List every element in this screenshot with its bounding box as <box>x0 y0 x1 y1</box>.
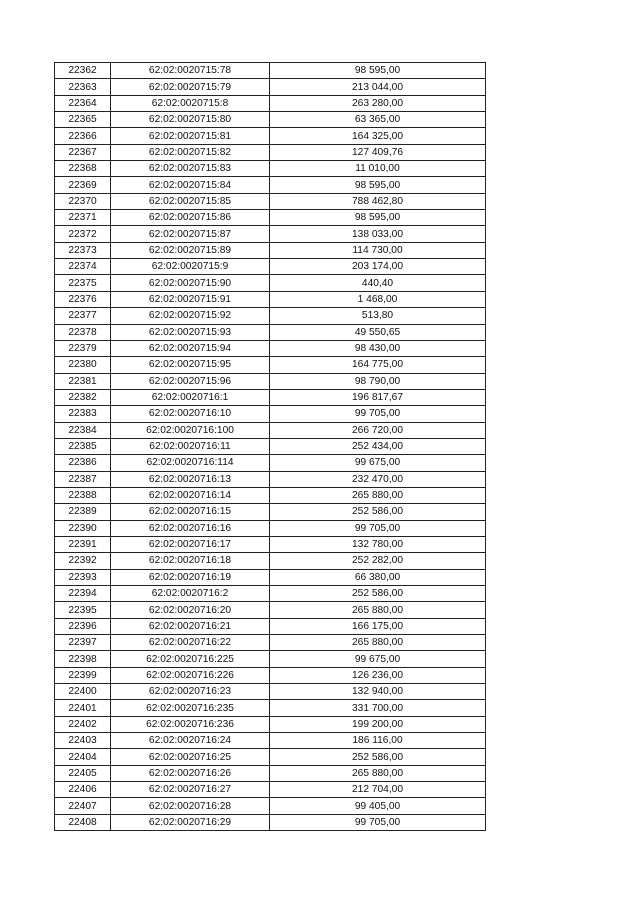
row-number-cell: 22371 <box>55 210 111 226</box>
cadastral-number-cell: 62:02:0020716:28 <box>111 798 270 814</box>
cadastral-number-cell: 62:02:0020716:17 <box>111 536 270 552</box>
row-number-cell: 22408 <box>55 814 111 830</box>
table-row <box>55 373 486 389</box>
value-cell: 99 705,00 <box>270 406 486 422</box>
row-number-cell: 22394 <box>55 586 111 602</box>
row-number-cell: 22399 <box>55 667 111 683</box>
row-number-cell: 22369 <box>55 177 111 193</box>
table-row <box>55 63 486 79</box>
cadastral-number-cell: 62:02:0020715:96 <box>111 373 270 389</box>
row-number-cell: 22373 <box>55 242 111 258</box>
row-number-cell: 22368 <box>55 161 111 177</box>
cadastral-number-cell: 62:02:0020716:225 <box>111 651 270 667</box>
table-row <box>55 536 486 552</box>
table-row <box>55 259 486 275</box>
table-row <box>55 602 486 618</box>
row-number-cell: 22388 <box>55 487 111 503</box>
row-number-cell: 22381 <box>55 373 111 389</box>
row-number-cell: 22372 <box>55 226 111 242</box>
row-number-cell: 22400 <box>55 684 111 700</box>
cadastral-number-cell: 62:02:0020715:8 <box>111 95 270 111</box>
row-number-cell: 22362 <box>55 63 111 79</box>
row-number-cell: 22393 <box>55 569 111 585</box>
table-row <box>55 389 486 405</box>
value-cell: 166 175,00 <box>270 618 486 634</box>
row-number-cell: 22365 <box>55 112 111 128</box>
value-cell: 114 730,00 <box>270 242 486 258</box>
value-cell: 252 282,00 <box>270 553 486 569</box>
row-number-cell: 22370 <box>55 193 111 209</box>
cadastral-number-cell: 62:02:0020715:82 <box>111 144 270 160</box>
table-row <box>55 357 486 373</box>
cadastral-number-cell: 62:02:0020715:89 <box>111 242 270 258</box>
table-row <box>55 487 486 503</box>
cadastral-number-cell: 62:02:0020715:85 <box>111 193 270 209</box>
table-body <box>55 63 486 831</box>
cadastral-number-cell: 62:02:0020715:78 <box>111 63 270 79</box>
cadastral-number-cell: 62:02:0020716:10 <box>111 406 270 422</box>
cadastral-number-cell: 62:02:0020716:25 <box>111 749 270 765</box>
table-row <box>55 161 486 177</box>
cadastral-number-cell: 62:02:0020715:84 <box>111 177 270 193</box>
value-cell: 98 595,00 <box>270 177 486 193</box>
value-cell: 99 405,00 <box>270 798 486 814</box>
table-row <box>55 275 486 291</box>
row-number-cell: 22383 <box>55 406 111 422</box>
row-number-cell: 22390 <box>55 520 111 536</box>
value-cell: 132 780,00 <box>270 536 486 552</box>
table-row <box>55 128 486 144</box>
table-row <box>55 455 486 471</box>
cadastral-number-cell: 62:02:0020715:79 <box>111 79 270 95</box>
value-cell: 98 790,00 <box>270 373 486 389</box>
table-row <box>55 144 486 160</box>
cadastral-number-cell: 62:02:0020716:21 <box>111 618 270 634</box>
value-cell: 265 880,00 <box>270 635 486 651</box>
row-number-cell: 22397 <box>55 635 111 651</box>
value-cell: 252 434,00 <box>270 438 486 454</box>
value-cell: 196 817,67 <box>270 389 486 405</box>
table-row <box>55 438 486 454</box>
data-table <box>54 62 486 831</box>
cadastral-number-cell: 62:02:0020715:87 <box>111 226 270 242</box>
row-number-cell: 22396 <box>55 618 111 634</box>
cadastral-number-cell: 62:02:0020715:81 <box>111 128 270 144</box>
value-cell: 203 174,00 <box>270 259 486 275</box>
row-number-cell: 22375 <box>55 275 111 291</box>
row-number-cell: 22403 <box>55 733 111 749</box>
table-row <box>55 782 486 798</box>
table-row <box>55 553 486 569</box>
table-row <box>55 618 486 634</box>
row-number-cell: 22364 <box>55 95 111 111</box>
cadastral-number-cell: 62:02:0020716:16 <box>111 520 270 536</box>
table-row <box>55 471 486 487</box>
value-cell: 99 705,00 <box>270 520 486 536</box>
table-row <box>55 635 486 651</box>
row-number-cell: 22385 <box>55 438 111 454</box>
row-number-cell: 22386 <box>55 455 111 471</box>
row-number-cell: 22405 <box>55 765 111 781</box>
value-cell: 265 880,00 <box>270 602 486 618</box>
row-number-cell: 22404 <box>55 749 111 765</box>
table-row <box>55 242 486 258</box>
cadastral-number-cell: 62:02:0020716:18 <box>111 553 270 569</box>
value-cell: 1 468,00 <box>270 291 486 307</box>
value-cell: 252 586,00 <box>270 504 486 520</box>
row-number-cell: 22401 <box>55 700 111 716</box>
cadastral-number-cell: 62:02:0020716:100 <box>111 422 270 438</box>
table-row <box>55 193 486 209</box>
table-row <box>55 308 486 324</box>
row-number-cell: 22402 <box>55 716 111 732</box>
row-number-cell: 22382 <box>55 389 111 405</box>
cadastral-number-cell: 62:02:0020715:80 <box>111 112 270 128</box>
value-cell: 252 586,00 <box>270 749 486 765</box>
cadastral-number-cell: 62:02:0020715:91 <box>111 291 270 307</box>
table-row <box>55 569 486 585</box>
table-row <box>55 112 486 128</box>
value-cell: 98 430,00 <box>270 340 486 356</box>
value-cell: 99 675,00 <box>270 651 486 667</box>
table-row <box>55 340 486 356</box>
value-cell: 440,40 <box>270 275 486 291</box>
value-cell: 266 720,00 <box>270 422 486 438</box>
row-number-cell: 22395 <box>55 602 111 618</box>
cadastral-number-cell: 62:02:0020716:22 <box>111 635 270 651</box>
table-row <box>55 684 486 700</box>
row-number-cell: 22363 <box>55 79 111 95</box>
value-cell: 164 325,00 <box>270 128 486 144</box>
cadastral-number-cell: 62:02:0020716:13 <box>111 471 270 487</box>
value-cell: 252 586,00 <box>270 586 486 602</box>
value-cell: 232 470,00 <box>270 471 486 487</box>
cadastral-number-cell: 62:02:0020716:24 <box>111 733 270 749</box>
cadastral-number-cell: 62:02:0020715:83 <box>111 161 270 177</box>
cadastral-number-cell: 62:02:0020716:114 <box>111 455 270 471</box>
table-row <box>55 586 486 602</box>
value-cell: 138 033,00 <box>270 226 486 242</box>
row-number-cell: 22377 <box>55 308 111 324</box>
table-row <box>55 651 486 667</box>
table-row <box>55 520 486 536</box>
row-number-cell: 22387 <box>55 471 111 487</box>
value-cell: 98 595,00 <box>270 210 486 226</box>
table-row <box>55 422 486 438</box>
value-cell: 49 550,65 <box>270 324 486 340</box>
value-cell: 99 675,00 <box>270 455 486 471</box>
cadastral-number-cell: 62:02:0020715:95 <box>111 357 270 373</box>
value-cell: 98 595,00 <box>270 63 486 79</box>
cadastral-number-cell: 62:02:0020716:23 <box>111 684 270 700</box>
cadastral-number-cell: 62:02:0020716:2 <box>111 586 270 602</box>
value-cell: 199 200,00 <box>270 716 486 732</box>
cadastral-number-cell: 62:02:0020715:90 <box>111 275 270 291</box>
row-number-cell: 22376 <box>55 291 111 307</box>
cadastral-number-cell: 62:02:0020716:15 <box>111 504 270 520</box>
cadastral-number-cell: 62:02:0020716:235 <box>111 700 270 716</box>
table-row <box>55 667 486 683</box>
value-cell: 513,80 <box>270 308 486 324</box>
row-number-cell: 22379 <box>55 340 111 356</box>
cadastral-number-cell: 62:02:0020715:94 <box>111 340 270 356</box>
value-cell: 127 409,76 <box>270 144 486 160</box>
cadastral-number-cell: 62:02:0020716:14 <box>111 487 270 503</box>
row-number-cell: 22407 <box>55 798 111 814</box>
row-number-cell: 22374 <box>55 259 111 275</box>
cadastral-number-cell: 62:02:0020716:20 <box>111 602 270 618</box>
cadastral-number-cell: 62:02:0020715:93 <box>111 324 270 340</box>
table-row <box>55 210 486 226</box>
row-number-cell: 22406 <box>55 782 111 798</box>
value-cell: 11 010,00 <box>270 161 486 177</box>
table-row <box>55 95 486 111</box>
table-row <box>55 814 486 830</box>
row-number-cell: 22392 <box>55 553 111 569</box>
value-cell: 331 700,00 <box>270 700 486 716</box>
cadastral-number-cell: 62:02:0020716:27 <box>111 782 270 798</box>
cadastral-number-cell: 62:02:0020715:92 <box>111 308 270 324</box>
table-row <box>55 324 486 340</box>
table-row <box>55 733 486 749</box>
row-number-cell: 22366 <box>55 128 111 144</box>
value-cell: 265 880,00 <box>270 765 486 781</box>
value-cell: 788 462,80 <box>270 193 486 209</box>
table-row <box>55 798 486 814</box>
value-cell: 63 365,00 <box>270 112 486 128</box>
cadastral-number-cell: 62:02:0020715:9 <box>111 259 270 275</box>
cadastral-number-cell: 62:02:0020716:19 <box>111 569 270 585</box>
cadastral-number-cell: 62:02:0020715:86 <box>111 210 270 226</box>
row-number-cell: 22378 <box>55 324 111 340</box>
row-number-cell: 22389 <box>55 504 111 520</box>
cadastral-number-cell: 62:02:0020716:29 <box>111 814 270 830</box>
value-cell: 132 940,00 <box>270 684 486 700</box>
table-row <box>55 177 486 193</box>
table-row <box>55 291 486 307</box>
cadastral-number-cell: 62:02:0020716:26 <box>111 765 270 781</box>
table-row <box>55 504 486 520</box>
cadastral-number-cell: 62:02:0020716:226 <box>111 667 270 683</box>
table-row <box>55 749 486 765</box>
value-cell: 213 044,00 <box>270 79 486 95</box>
table-row <box>55 406 486 422</box>
value-cell: 164 775,00 <box>270 357 486 373</box>
table-row <box>55 765 486 781</box>
cadastral-number-cell: 62:02:0020716:1 <box>111 389 270 405</box>
row-number-cell: 22398 <box>55 651 111 667</box>
value-cell: 186 116,00 <box>270 733 486 749</box>
row-number-cell: 22391 <box>55 536 111 552</box>
value-cell: 263 280,00 <box>270 95 486 111</box>
row-number-cell: 22380 <box>55 357 111 373</box>
value-cell: 265 880,00 <box>270 487 486 503</box>
table-row <box>55 226 486 242</box>
value-cell: 126 236,00 <box>270 667 486 683</box>
cadastral-number-cell: 62:02:0020716:11 <box>111 438 270 454</box>
row-number-cell: 22384 <box>55 422 111 438</box>
row-number-cell: 22367 <box>55 144 111 160</box>
table-row <box>55 716 486 732</box>
value-cell: 212 704,00 <box>270 782 486 798</box>
cadastral-number-cell: 62:02:0020716:236 <box>111 716 270 732</box>
value-cell: 99 705,00 <box>270 814 486 830</box>
table-row <box>55 79 486 95</box>
table-row <box>55 700 486 716</box>
value-cell: 66 380,00 <box>270 569 486 585</box>
